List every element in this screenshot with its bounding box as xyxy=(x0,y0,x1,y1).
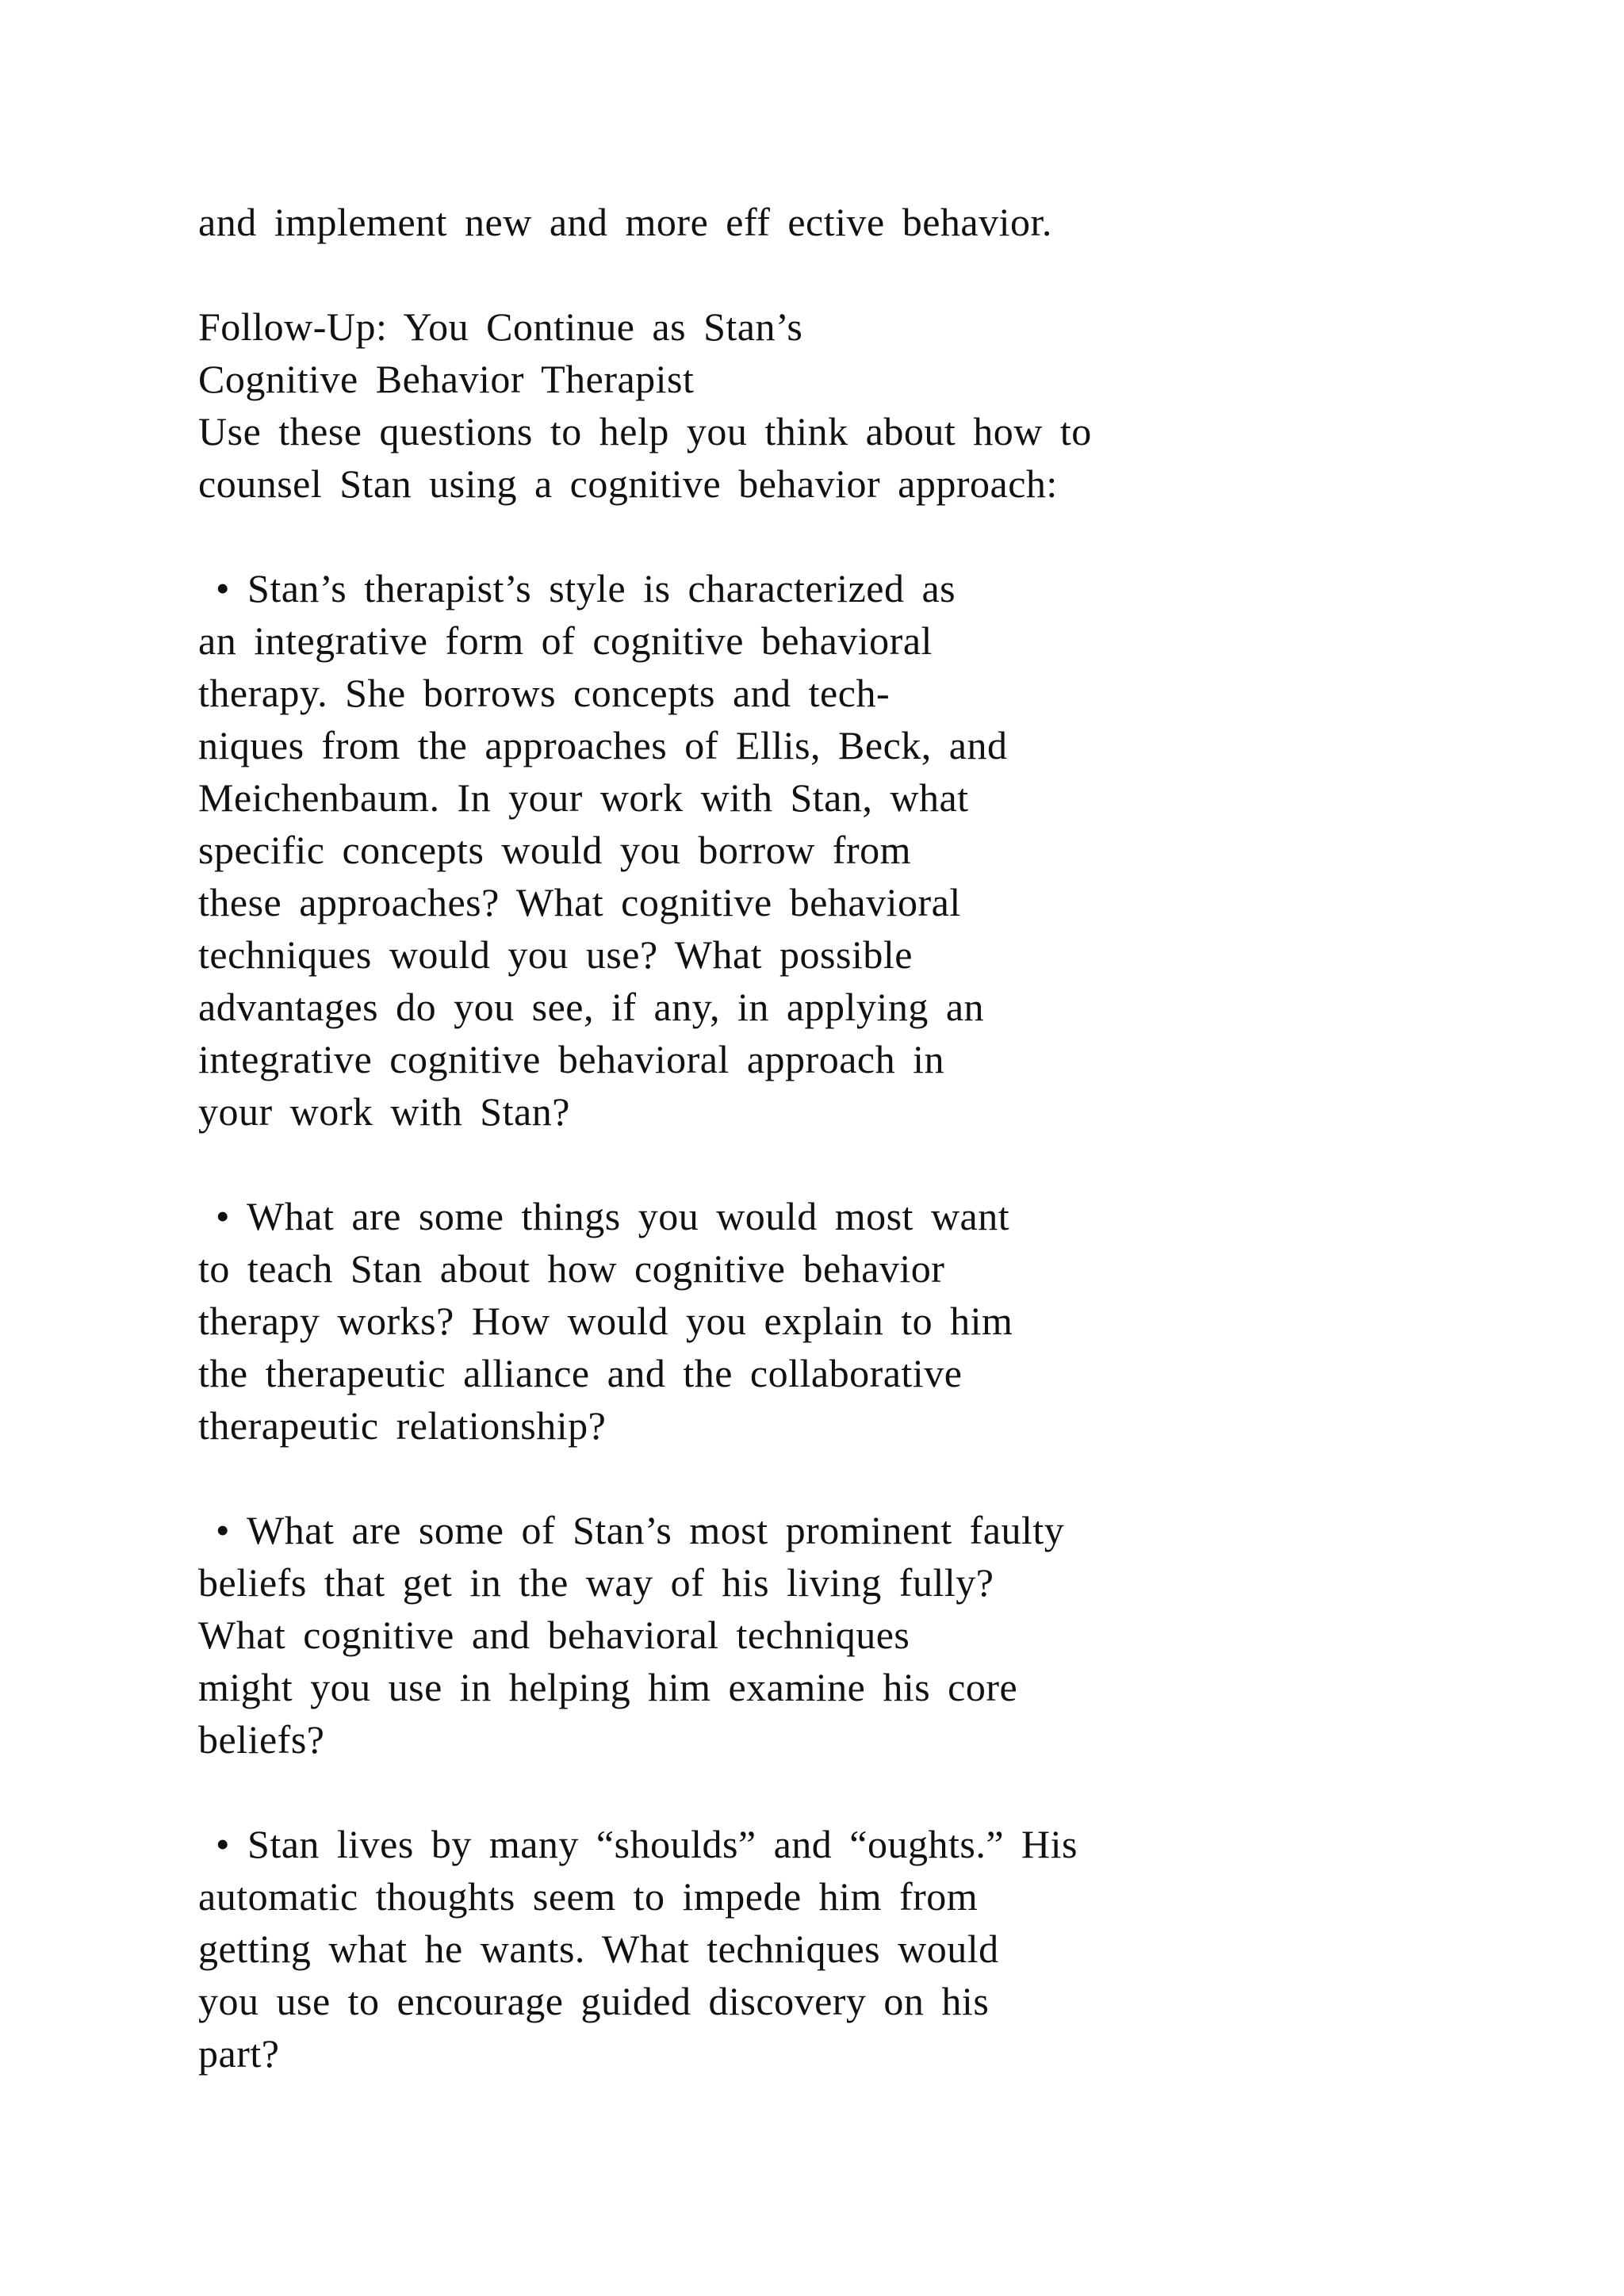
question-3-line-3: What cognitive and behavioral techniques xyxy=(198,1613,910,1657)
question-2-line-4: the therapeutic alliance and the collaborative xyxy=(198,1351,963,1395)
question-2-line-1: • What are some things you would most want xyxy=(198,1194,1010,1238)
question-1-line-2: an integrative form of cognitive behavioral xyxy=(198,618,933,663)
heading-line-2: Cognitive Behavior Therapist xyxy=(198,357,695,401)
question-2-line-2: to teach Stan about how cognitive behavior xyxy=(198,1246,945,1291)
question-1-line-9: advantages do you see, if any, in applying an xyxy=(198,985,985,1029)
question-4-line-3: getting what he wants. What techniques would xyxy=(198,1927,999,1971)
question-1-line-10: integrative cognitive behavioral approach in xyxy=(198,1037,944,1081)
question-4-line-5: part? xyxy=(198,2031,280,2076)
question-1-line-5: Meichenbaum. In your work with Stan, what xyxy=(198,775,969,820)
question-3-line-4: might you use in helping him examine his core xyxy=(198,1665,1018,1709)
question-1-line-11: your work with Stan? xyxy=(198,1089,570,1134)
intro-line-1: and implement new and more eff ective behavior. xyxy=(198,200,1052,244)
question-4-line-1: • Stan lives by many “shoulds” and “oughts.” His xyxy=(198,1822,1078,1866)
question-3-line-1: • What are some of Stan’s most prominent faulty xyxy=(198,1508,1065,1552)
lead-line-1: Use these questions to help you think about how to xyxy=(198,409,1092,453)
question-4-line-4: you use to encourage guided discovery on his xyxy=(198,1979,990,2023)
question-1-line-8: techniques would you use? What possible xyxy=(198,932,913,977)
question-1-line-4: niques from the approaches of Ellis, Beck, and xyxy=(198,723,1008,767)
question-3-line-2: beliefs that get in the way of his living fully? xyxy=(198,1560,994,1605)
question-1-line-7: these approaches? What cognitive behavioral xyxy=(198,880,961,924)
lead-line-2: counsel Stan using a cognitive behavior approach: xyxy=(198,461,1058,506)
heading-line-1: Follow-Up: You Continue as Stan’s xyxy=(198,304,803,349)
question-2-line-5: therapeutic relationship? xyxy=(198,1403,607,1448)
question-2-line-3: therapy works? How would you explain to him xyxy=(198,1299,1013,1343)
question-1-line-1: • Stan’s therapist’s style is characterized as xyxy=(198,566,956,610)
question-3-line-5: beliefs? xyxy=(198,1717,325,1762)
question-1-line-6: specific concepts would you borrow from xyxy=(198,828,911,872)
question-4-line-2: automatic thoughts seem to impede him from xyxy=(198,1874,979,1919)
question-1-line-3: therapy. She borrows concepts and tech- xyxy=(198,671,891,715)
